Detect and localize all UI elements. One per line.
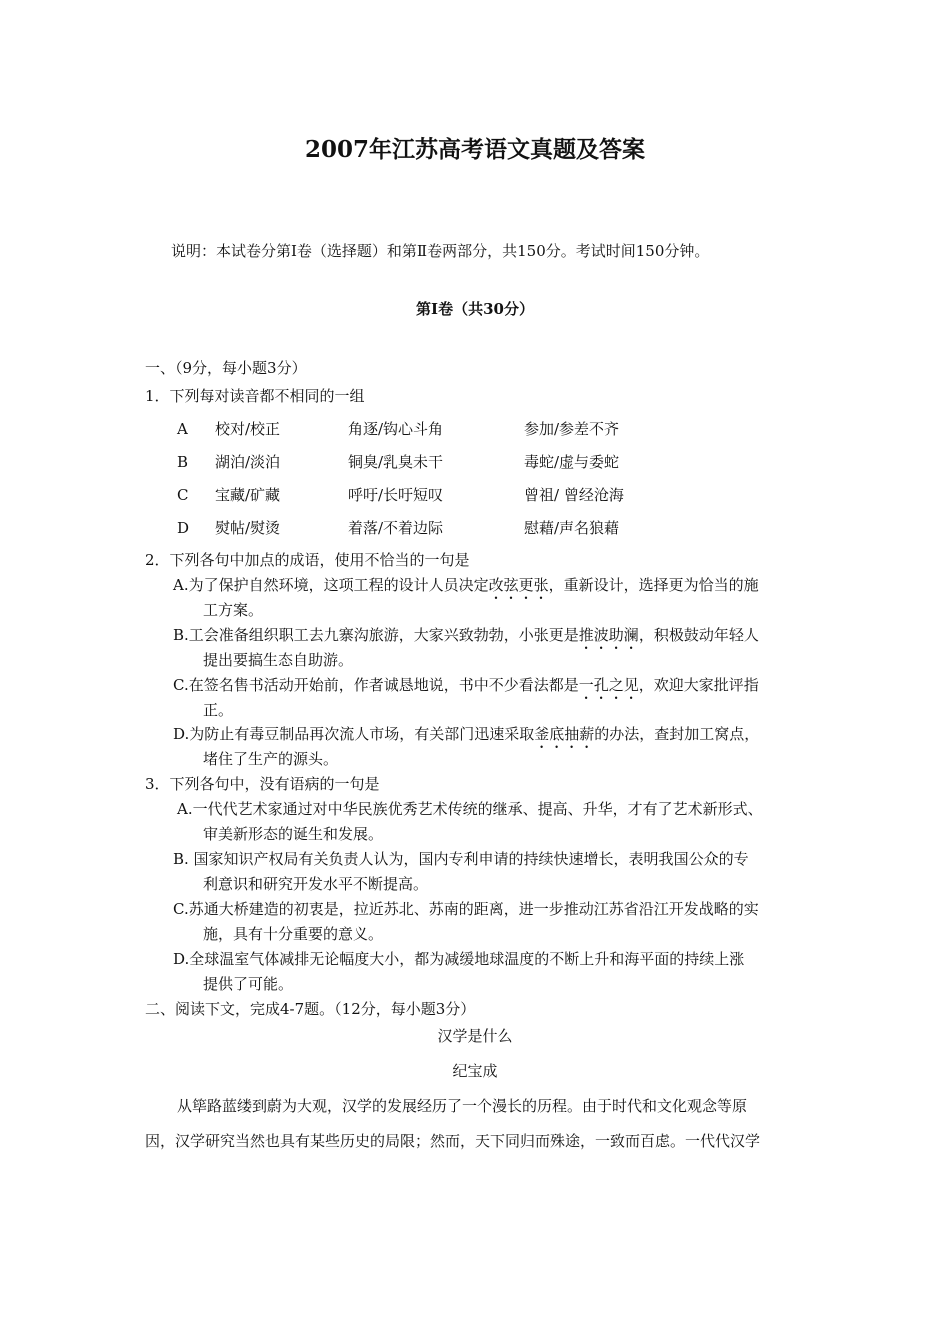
option-col1: 湖泊/淡泊 (215, 453, 281, 471)
q3-option-c: C.苏通大桥建造的初衷是，拉近苏北、苏南的距离，进一步推动江苏省沿江开发战略的实 (173, 900, 759, 918)
q1-stem: 1．下列每对读音都不相同的一组 (145, 387, 365, 405)
option-letter: C (177, 486, 189, 504)
option-col1: 熨帖/熨烫 (215, 519, 281, 537)
q2-option-a-cont: 工方案。 (203, 601, 264, 619)
article-paragraph-line: 从筚路蓝缕到蔚为大观，汉学的发展经历了一个漫长的历程。由于时代和文化观念等原 (177, 1097, 748, 1115)
q3-option-c-cont: 施，具有十分重要的意义。 (203, 925, 384, 943)
option-col1: 宝藏/矿藏 (215, 486, 281, 504)
q2-option-c (173, 674, 759, 703)
option-letter: A (177, 420, 188, 438)
text-segment: B.工会准备组织职工去九寨沟旅游，大家兴致勃勃，小张更是 (173, 626, 579, 644)
section2-heading: 二、阅读下文，完成4-7题。（12分，每小题3分） (145, 1000, 476, 1018)
text-segment: ，欢迎大家批评指 (638, 676, 759, 694)
option-col1: 校对/校正 (215, 420, 281, 438)
dotted-idiom: 改弦更张 (488, 576, 549, 594)
q3-option-b: B. 国家知识产权局有关负责人认为，国内专利申请的持续快速增长，表明我国公众的专 (173, 850, 749, 868)
part1-heading: 第Ⅰ卷（共30分） (416, 300, 534, 318)
q2-stem: 2．下列各句中加点的成语，使用不恰当的一句是 (145, 551, 470, 569)
text-segment: D.为防止有毒豆制品再次流人市场，有关部门迅速采取 (173, 725, 535, 743)
option-col2: 着落/不着边际 (348, 519, 444, 537)
option-col2: 铜臭/乳臭未干 (348, 453, 444, 471)
dotted-idiom: 推波助澜 (578, 626, 639, 644)
section1-heading: 一、（9分，每小题3分） (145, 359, 307, 377)
option-letter: D (177, 519, 190, 537)
q3-stem: 3．下列各句中，没有语病的一句是 (145, 775, 380, 793)
q1-option-a (177, 418, 619, 440)
q3-option-b-cont: 利意识和研究开发水平不断提高。 (203, 875, 429, 893)
option-col2: 呼吁/长吁短叹 (348, 486, 444, 504)
dotted-idiom: 一孔之见 (578, 676, 639, 694)
text-segment: ，重新设计，选择更为恰当的施 (548, 576, 759, 594)
option-col3: 慰藉/声名狼藉 (524, 519, 620, 537)
text-segment: A.为了保护自然环境，这项工程的设计人员决定 (173, 576, 489, 594)
q3-option-d-cont: 提供了可能。 (203, 975, 294, 993)
q1-option-b (177, 451, 619, 473)
q1-option-c (177, 484, 624, 506)
article-paragraph-line: 因，汉学研究当然也具有某些历史的局限；然而，天下同归而殊途，一致而百虑。一代代汉学 (145, 1132, 761, 1150)
article-title: 汉学是什么 (437, 1027, 513, 1045)
text-segment: ，积极鼓动年轻人 (638, 626, 759, 644)
document-title: 2007年江苏高考语文真题及答案 (304, 136, 645, 163)
text-segment: C.在签名售书活动开始前，作者诚恳地说，书中不少看法都是 (173, 676, 579, 694)
q3-option-a-cont: 审美新形态的诞生和发展。 (203, 825, 384, 843)
option-col3: 曾祖/ 曾经沧海 (524, 486, 624, 504)
article-author: 纪宝成 (452, 1062, 498, 1080)
q3-option-d: D.全球温室气体减排无论幅度大小，都为减缓地球温度的不断上升和海平面的持续上涨 (173, 950, 745, 968)
option-col3: 毒蛇/虚与委蛇 (524, 453, 620, 471)
dotted-idiom: 釜底抽薪 (534, 725, 595, 743)
option-col2: 角逐/钩心斗角 (348, 420, 444, 438)
option-col3: 参加/参差不齐 (524, 420, 620, 438)
text-segment: 的办法，查封加工窝点， (594, 725, 760, 743)
q2-option-c-cont: 正。 (203, 701, 234, 719)
q2-option-b-cont: 提出要搞生态自助游。 (203, 651, 354, 669)
q1-option-d (177, 517, 619, 539)
option-letter: B (177, 453, 189, 471)
q3-option-a: A.一代代艺术家通过对中华民族优秀艺术传统的继承、提高、升华，才有了艺术新形式、 (177, 800, 763, 818)
q2-option-d-cont: 堵住了生产的源头。 (203, 750, 339, 768)
intro-note: 说明：本试卷分第Ⅰ卷（选择题）和第Ⅱ卷两部分，共150分。考试时间150分钟。 (171, 242, 710, 260)
